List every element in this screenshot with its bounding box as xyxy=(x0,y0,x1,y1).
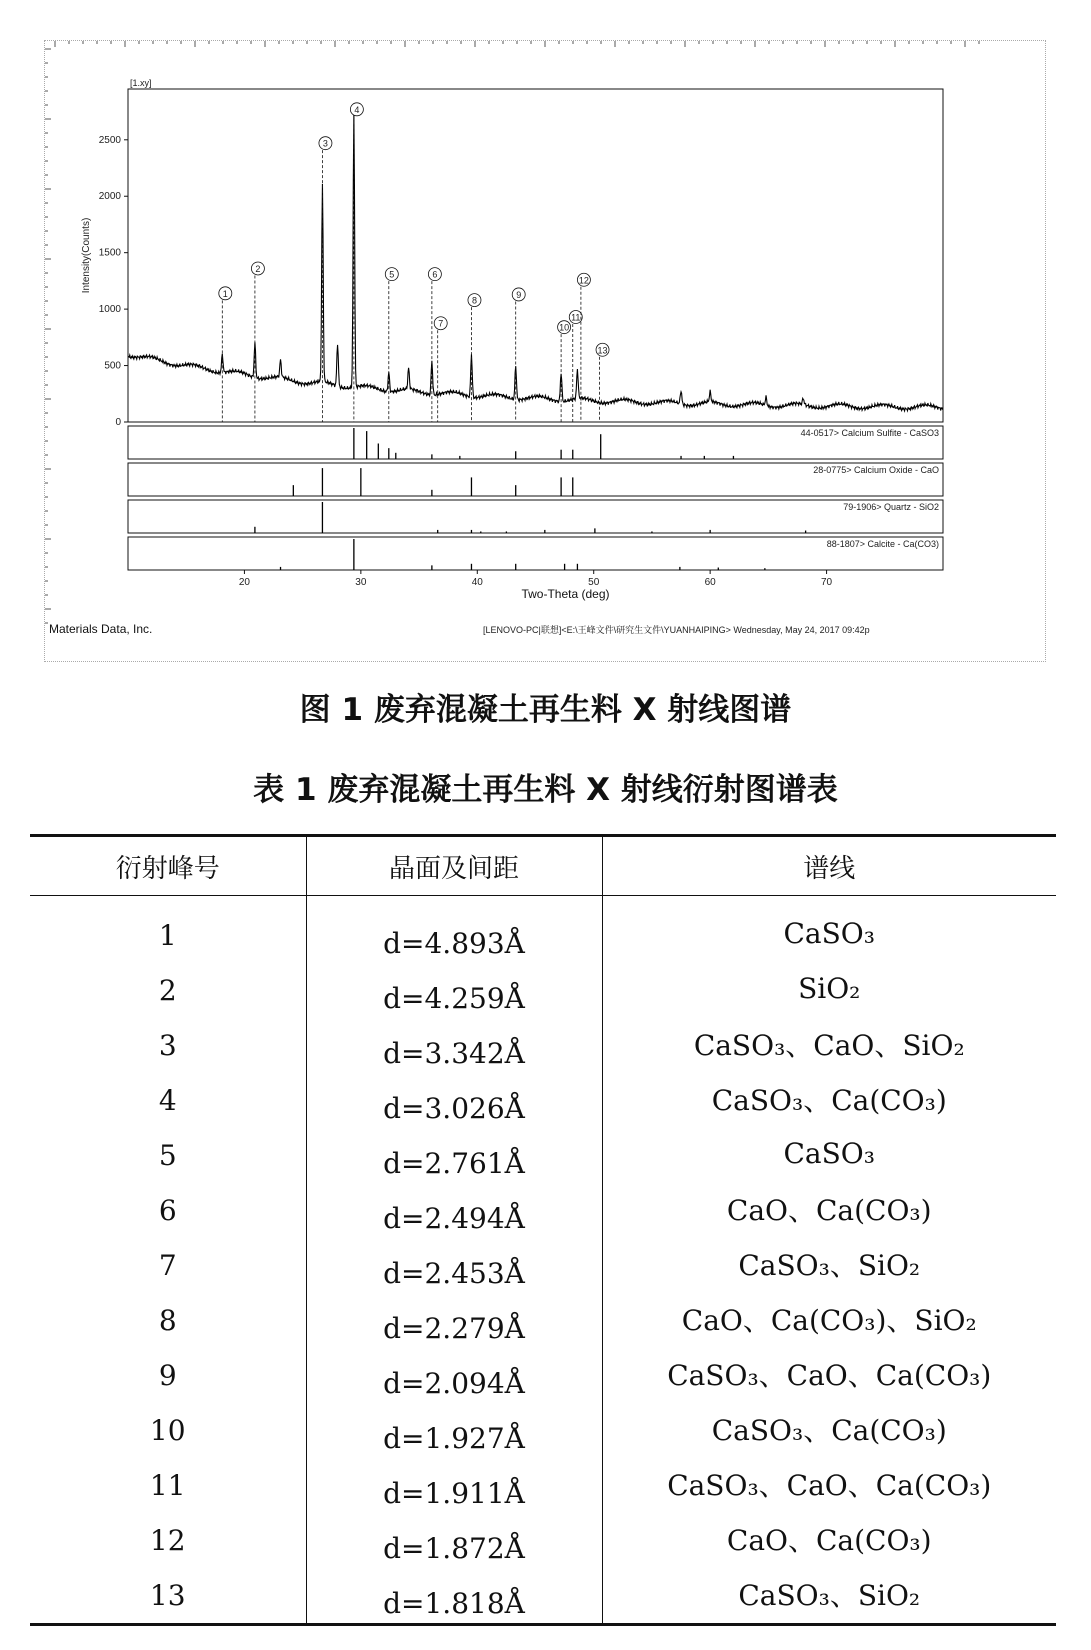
x-tick-label: 40 xyxy=(471,577,483,588)
cell-spacing xyxy=(306,1568,602,1625)
cell-peak-text: 3 xyxy=(158,1029,177,1062)
y-tick-label: 1500 xyxy=(98,247,121,259)
cell-spacing xyxy=(306,1293,602,1348)
x-axis-label: Two-Theta (deg) xyxy=(521,587,610,601)
cell-peak xyxy=(30,1183,306,1238)
table-caption: 表 1 废弃混凝土再生料 X 射线衍射图谱表 xyxy=(253,772,838,808)
x-tick-label: 30 xyxy=(355,577,367,588)
cell-phases xyxy=(602,1293,1056,1348)
cell-spacing xyxy=(306,1073,602,1128)
table-row xyxy=(30,1018,1056,1073)
plot-frame xyxy=(128,89,943,422)
cell-spacing xyxy=(306,1018,602,1073)
cell-phases xyxy=(602,1018,1056,1073)
reference-panel-label: 28-0775> Calcium Oxide - CaO xyxy=(813,465,939,475)
x-tick-label: 70 xyxy=(821,577,833,588)
x-tick-label: 20 xyxy=(238,577,250,588)
cell-spacing xyxy=(306,963,602,1018)
cell-spacing xyxy=(306,1403,602,1458)
peak-marker-number: 4 xyxy=(354,104,360,115)
cell-phases-text: CaSO₃、Ca(CO₃) xyxy=(711,1083,947,1117)
table-row xyxy=(30,896,1056,964)
cell-phases-text: CaSO₃、CaO、Ca(CO₃) xyxy=(667,1358,992,1392)
cell-phases-text: CaO、Ca(CO₃) xyxy=(726,1523,932,1557)
table-row xyxy=(30,1128,1056,1183)
cell-peak xyxy=(30,896,306,964)
cell-peak-text: 5 xyxy=(158,1139,177,1172)
table-row xyxy=(30,1513,1056,1568)
table-row xyxy=(30,1403,1056,1458)
table-row xyxy=(30,1293,1056,1348)
table-row xyxy=(30,1183,1056,1238)
cell-spacing xyxy=(306,896,602,964)
cell-spacing-text: d=3.026Å xyxy=(383,1092,525,1125)
footer-right: [LENOVO-PC|联想]<E:\王峰文件\研究生文件\YUANHAIPING> Wednesday, May 24, 2017 09:42p xyxy=(483,625,870,635)
cell-spacing xyxy=(306,1348,602,1403)
y-tick-label: 500 xyxy=(104,360,121,372)
cell-phases-text: SiO₂ xyxy=(798,972,861,1005)
table-row xyxy=(30,963,1056,1018)
peak-marker-number: 11 xyxy=(571,312,581,323)
cell-peak xyxy=(30,1238,306,1293)
cell-spacing xyxy=(306,1238,602,1293)
cell-phases xyxy=(602,1568,1056,1625)
cell-phases xyxy=(602,1183,1056,1238)
cell-peak-text: 8 xyxy=(158,1304,177,1337)
peak-marker-number: 5 xyxy=(389,269,395,280)
peak-marker-number: 2 xyxy=(255,263,261,274)
cell-peak xyxy=(30,1513,306,1568)
cell-phases xyxy=(602,1513,1056,1568)
x-tick-label: 60 xyxy=(704,577,716,588)
cell-peak-text: 2 xyxy=(158,974,177,1007)
cell-phases xyxy=(602,1238,1056,1293)
cell-peak xyxy=(30,1568,306,1625)
reference-panel xyxy=(128,537,943,570)
xrd-pattern-line xyxy=(128,112,943,411)
cell-peak xyxy=(30,1073,306,1128)
cell-phases-text: CaSO₃、SiO₂ xyxy=(738,1578,921,1612)
cell-spacing-text: d=1.872Å xyxy=(383,1532,525,1565)
cell-spacing-text: d=4.893Å xyxy=(383,927,525,960)
cell-phases-text: CaSO₃、CaO、Ca(CO₃) xyxy=(667,1468,992,1502)
peak-marker-number: 9 xyxy=(516,289,522,300)
y-tick-label: 0 xyxy=(115,417,121,428)
cell-phases-text: CaSO₃ xyxy=(783,1137,875,1170)
cell-phases xyxy=(602,896,1056,964)
cell-phases-text: CaO、Ca(CO₃)、SiO₂ xyxy=(681,1303,977,1337)
xrd-chart xyxy=(45,41,1045,661)
table-row xyxy=(30,1568,1056,1625)
reference-panel xyxy=(128,500,943,533)
cell-spacing-text: d=2.279Å xyxy=(383,1312,525,1345)
cell-phases xyxy=(602,1403,1056,1458)
peak-marker-number: 10 xyxy=(559,322,570,333)
cell-phases xyxy=(602,1348,1056,1403)
peak-marker-number: 8 xyxy=(471,295,477,306)
reference-panel-label: 44-0517> Calcium Sulfite - CaSO3 xyxy=(800,428,939,438)
table-row xyxy=(30,1458,1056,1513)
cell-peak xyxy=(30,1018,306,1073)
cell-spacing xyxy=(306,1458,602,1513)
cell-spacing xyxy=(306,1183,602,1238)
cell-spacing-text: d=1.927Å xyxy=(383,1422,525,1455)
cell-phases-text: CaSO₃、Ca(CO₃) xyxy=(711,1413,947,1447)
cell-phases xyxy=(602,1458,1056,1513)
cell-phases xyxy=(602,963,1056,1018)
cell-peak xyxy=(30,963,306,1018)
footer-left: Materials Data, Inc. xyxy=(49,622,153,636)
header-phases: 谱线 xyxy=(602,836,1056,896)
table-body xyxy=(30,896,1056,1625)
header-spacing: 晶面及间距 xyxy=(306,836,602,896)
cell-phases-text: CaSO₃ xyxy=(783,917,875,950)
table-row xyxy=(30,1238,1056,1293)
y-tick-label: 2500 xyxy=(98,134,121,146)
cell-spacing-text: d=2.094Å xyxy=(383,1367,525,1400)
cell-peak xyxy=(30,1403,306,1458)
peak-marker-number: 1 xyxy=(222,288,228,299)
cell-spacing-text: d=2.494Å xyxy=(383,1202,525,1235)
peak-marker-number: 3 xyxy=(322,138,328,149)
cell-peak xyxy=(30,1293,306,1348)
peak-marker-number: 6 xyxy=(432,269,438,280)
cell-peak-text: 13 xyxy=(149,1579,186,1612)
cell-peak xyxy=(30,1128,306,1183)
cell-phases-text: CaSO₃、CaO、SiO₂ xyxy=(693,1028,965,1062)
cell-spacing-text: d=4.259Å xyxy=(383,982,525,1015)
cell-peak-text: 9 xyxy=(158,1359,177,1392)
xrd-table xyxy=(30,834,1056,1626)
peak-marker-number: 12 xyxy=(578,275,589,286)
cell-spacing xyxy=(306,1513,602,1568)
reference-panel-label: 88-1807> Calcite - Ca(CO3) xyxy=(826,539,939,549)
cell-peak-text: 11 xyxy=(149,1469,186,1502)
y-axis-label: Intensity(Counts) xyxy=(81,217,92,294)
peak-marker-number: 13 xyxy=(597,345,608,356)
cell-spacing-text: d=2.761Å xyxy=(383,1147,525,1180)
y-tick-label: 1000 xyxy=(98,304,121,316)
cell-phases-text: CaO、Ca(CO₃) xyxy=(726,1193,932,1227)
reference-panel-label: 79-1906> Quartz - SiO2 xyxy=(843,502,939,512)
cell-phases xyxy=(602,1073,1056,1128)
header-peak: 衍射峰号 xyxy=(30,836,306,896)
table-header-row xyxy=(30,836,1056,896)
cell-spacing-text: d=1.818Å xyxy=(383,1587,525,1620)
cell-peak-text: 4 xyxy=(158,1084,177,1117)
figure-caption: 图 1 废弃混凝土再生料 X 射线图谱 xyxy=(299,692,792,728)
cell-phases xyxy=(602,1128,1056,1183)
cell-phases-text: CaSO₃、SiO₂ xyxy=(738,1248,921,1282)
cell-peak-text: 7 xyxy=(158,1249,177,1282)
peak-marker-number: 7 xyxy=(438,318,444,329)
cell-peak-text: 6 xyxy=(158,1194,177,1227)
x-tick-label: 50 xyxy=(588,577,600,588)
panel-label: [1.xy] xyxy=(130,78,152,88)
cell-spacing xyxy=(306,1128,602,1183)
xrd-figure xyxy=(44,40,1046,662)
cell-spacing-text: d=2.453Å xyxy=(383,1257,525,1290)
cell-spacing-text: d=1.911Å xyxy=(383,1477,525,1510)
table-row xyxy=(30,1348,1056,1403)
cell-spacing-text: d=3.342Å xyxy=(383,1037,525,1070)
cell-peak-text: 10 xyxy=(149,1414,186,1447)
table-row xyxy=(30,1073,1056,1128)
cell-peak xyxy=(30,1348,306,1403)
cell-peak-text: 1 xyxy=(158,919,177,952)
y-tick-label: 2000 xyxy=(98,191,121,203)
cell-peak-text: 12 xyxy=(149,1524,186,1557)
cell-peak xyxy=(30,1458,306,1513)
